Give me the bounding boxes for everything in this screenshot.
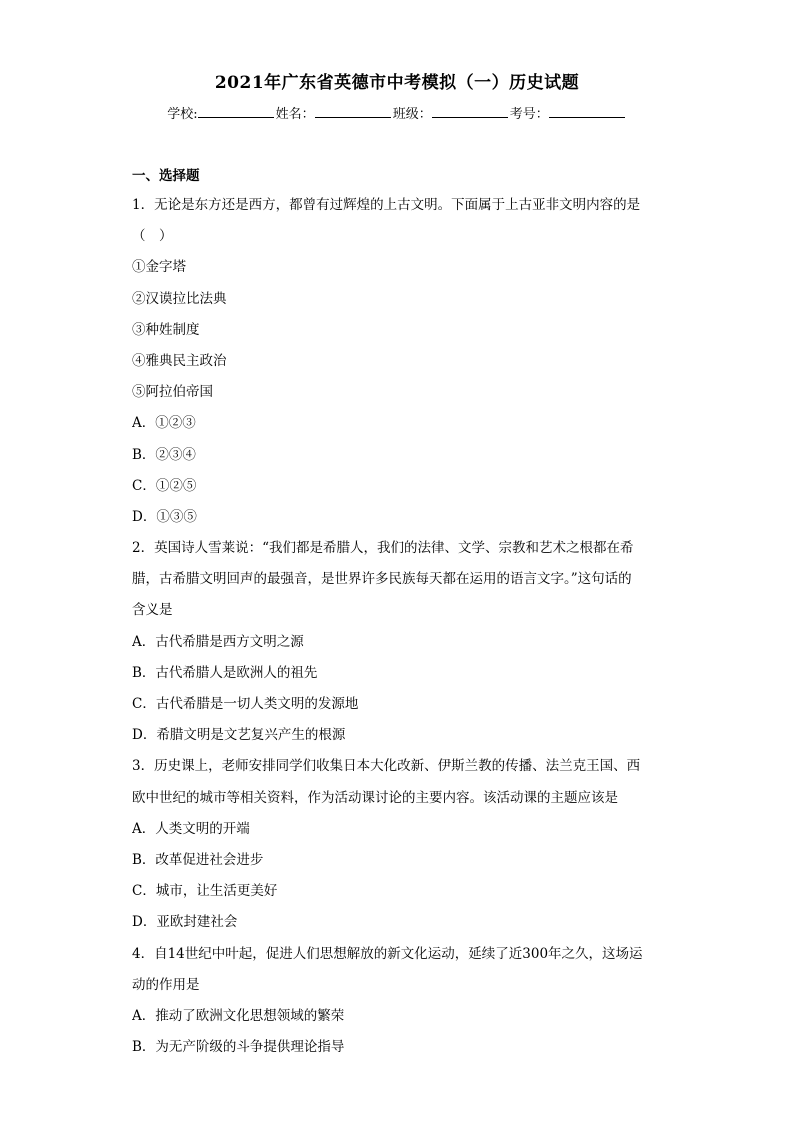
exam-no-blank[interactable] — [549, 104, 625, 118]
name-label: 姓名： — [275, 107, 315, 122]
choice-line: C．城市，让生活更美好 — [132, 883, 278, 900]
option-line: ①金字塔 — [132, 259, 186, 276]
school-label: 学校: — [167, 107, 198, 122]
choice-line: A．①②③ — [132, 415, 196, 432]
text-line: 2．英国诗人雪莱说：“我们都是希腊人，我们的法律、文学、宗教和艺术之根都在希 — [132, 540, 634, 557]
choice-line: D．亚欧封建社会 — [132, 914, 238, 931]
choice-line: B．②③④ — [132, 446, 196, 463]
choice-line: B．古代希腊人是欧洲人的祖先 — [132, 664, 318, 681]
option-line: ⑤阿拉伯帝国 — [132, 384, 213, 401]
choice-line: D．希腊文明是文艺复兴产生的根源 — [132, 727, 346, 744]
question-content — [132, 160, 672, 1063]
text-line: 4．自14世纪中叶起，促进人们思想解放的新文化运动，延续了近300年之久，这场运 — [132, 945, 643, 962]
page-title: 2021年广东省英德市中考模拟（一）历史试题 — [214, 73, 580, 93]
choice-line: B．为无产阶级的斗争提供理论指导 — [132, 1039, 345, 1056]
option-line: ④雅典民主政治 — [132, 352, 227, 369]
option-line: ②汉谟拉比法典 — [132, 290, 227, 307]
choice-line: A．人类文明的开端 — [132, 820, 250, 837]
choice-line: A．古代希腊是西方文明之源 — [132, 633, 304, 650]
choice-line: B．改革促进社会进步 — [132, 851, 264, 868]
text-line: 含义是 — [132, 602, 173, 619]
class-blank[interactable] — [432, 104, 508, 118]
school-blank[interactable] — [198, 104, 274, 118]
option-line: ③种姓制度 — [132, 321, 200, 338]
choice-line: A．推动了欧洲文化思想领域的繁荣 — [132, 1007, 345, 1024]
student-info-row — [0, 103, 794, 122]
text-line: 1．无论是东方还是西方，都曾有过辉煌的上古文明。下面属于上古亚非文明内容的是 — [132, 197, 641, 213]
section-heading: 一、选择题 — [132, 168, 200, 184]
text-line: （ ） — [132, 228, 173, 245]
text-line: 腊，古希腊文明回声的最强音，是世界许多民族每天都在运用的语言文字。”这句话的 — [132, 571, 632, 588]
class-label: 班级： — [392, 107, 432, 122]
exam-no-label: 考号： — [509, 107, 549, 122]
text-line: 动的作用是 — [132, 976, 200, 993]
choice-line: C．①②⑤ — [132, 477, 197, 494]
text-line: 欧中世纪的城市等相关资料，作为活动课讨论的主要内容。该活动课的主题应该是 — [132, 789, 618, 806]
choice-line: D．①③⑤ — [132, 508, 197, 525]
choice-line: C．古代希腊是一切人类文明的发源地 — [132, 696, 359, 712]
name-blank[interactable] — [315, 104, 391, 118]
text-line: 3．历史课上，老师安排同学们收集日本大化改新、伊斯兰教的传播、法兰克王国、西 — [132, 758, 641, 775]
